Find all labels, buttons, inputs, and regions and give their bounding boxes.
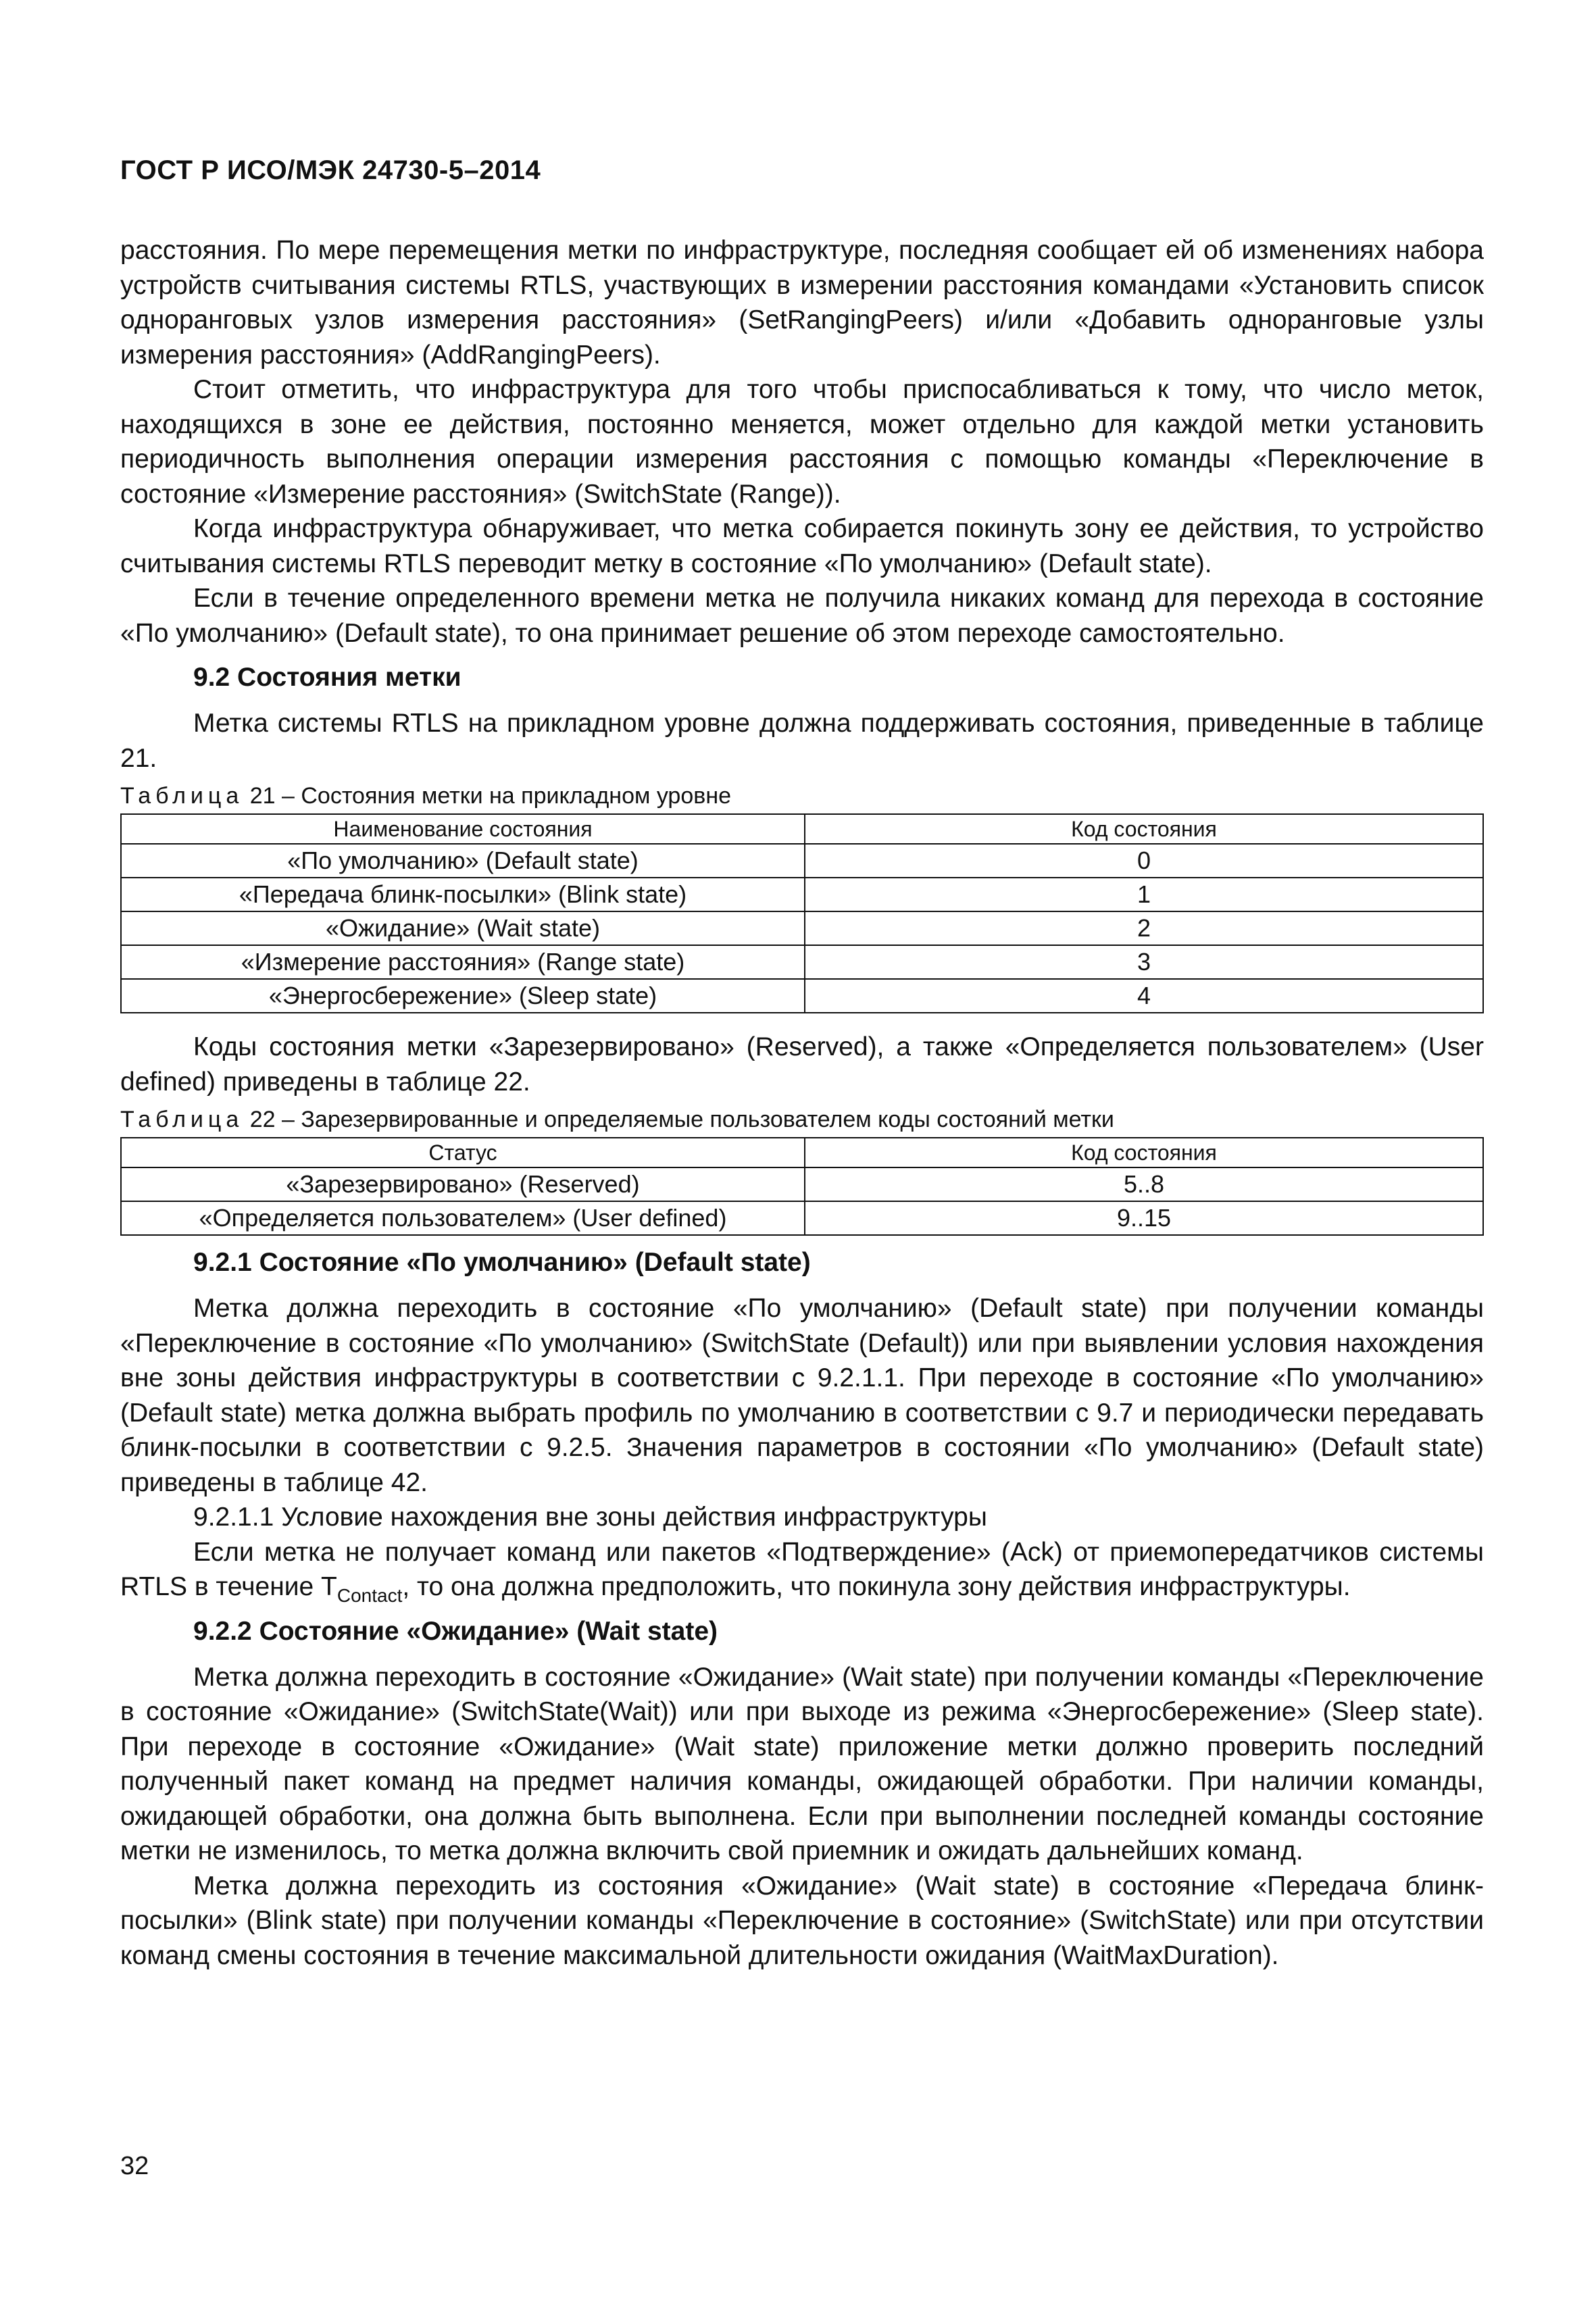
table-cell: 1 (805, 878, 1483, 911)
table-header-cell: Код состояния (805, 1138, 1483, 1167)
table-cell: «Энергосбережение» (Sleep state) (121, 979, 805, 1013)
table-22-caption (120, 1105, 1484, 1134)
table-cell: «По умолчанию» (Default state) (121, 844, 805, 878)
table-cell: «Зарезервировано» (Reserved) (121, 1167, 805, 1201)
section-9-2-2-heading: 9.2.2 Состояние «Ожидание» (Wait state) (193, 1616, 718, 1646)
table-header-cell: Статус (121, 1138, 805, 1167)
table-21-caption-text: 21 – Состояния метки на прикладном уровне (243, 783, 731, 809)
table-cell: 4 (805, 979, 1483, 1013)
table-header-cell: Код состояния (805, 814, 1483, 844)
table-22-caption-label: Таблица (120, 1107, 244, 1132)
paragraph-8: 9.2.1.1 Условие нахождения вне зоны действия инфраструктуры (193, 1503, 987, 1532)
table-cell: «Определяется пользователем» (User defined) (121, 1201, 805, 1235)
section-9-2-heading: 9.2 Состояния метки (193, 663, 462, 692)
paragraph-5: Метка системы RTLS на прикладном уровне должна поддерживать состояния, приведенные в таблице 21. (120, 709, 1484, 773)
section-9-2-1-heading: 9.2.1 Состояние «По умолчанию» (Default state) (193, 1248, 811, 1277)
paragraph-9-part-b: , то она должна предположить, что покинула зону действия инфраструктуры. (402, 1572, 1351, 1601)
table-header-row (121, 1138, 1483, 1167)
paragraph-2: Стоит отметить, что инфраструктура для того чтобы приспосабливаться к тому, что число меток, находящихся в зоне ее действия, постоянно меняется, может отдельно для каждой метки установить периодичность выполнения операции измерения расстояния с помощью команды «Переключение в состояние «Измерение расстояния» (SwitchState (Range)). (120, 375, 1484, 509)
table-cell: 9..15 (805, 1201, 1483, 1235)
paragraph-6: Коды состояния метки «Зарезервировано» (Reserved), а также «Определяется пользователем» (User defined) приведены в таблице 22. (120, 1032, 1484, 1097)
table-row (121, 1201, 1483, 1235)
table-header-cell: Наименование состояния (121, 814, 805, 844)
paragraph-11: Метка должна переходить из состояния «Ожидание» (Wait state) в состояние «Передача блинк-посылки» (Blink state) при получении команды «Переключение в состояние» (SwitchState) или при отсутствии команд смены состояния в течение максимальной длительности ожидания (WaitMaxDuration). (120, 1871, 1484, 1970)
paragraph-7: Метка должна переходить в состояние «По умолчанию» (Default state) при получении команды «Переключение в состояние «По умолчанию» (SwitchState (Default)) или при выявлении условия нахождения вне зоны действия инфраструктуры в соответствии с 9.2.1.1. При переходе в состояние «По умолчанию» (Default state) метка должна выбрать профиль по умолчанию в соответствии с 9.7 и периодически передавать блинк-посылки в соответствии с 9.2.5. Значения параметров в состоянии «По умолчанию» (Default state) приведены в таблице 42. (120, 1294, 1484, 1497)
table-row (121, 911, 1483, 945)
table-cell: «Ожидание» (Wait state) (121, 911, 805, 945)
table-cell: 5..8 (805, 1167, 1483, 1201)
paragraph-3: Когда инфраструктура обнаруживает, что метка собирается покинуть зону ее действия, то устройство считывания системы RTLS переводит метку в состояние «По умолчанию» (Default state). (120, 514, 1484, 578)
paragraph-10: Метка должна переходить в состояние «Ожидание» (Wait state) при получении команды «Переключение в состояние «Ожидание» (SwitchState(Wait)) или при выходе из режима «Энергосбережение» (Sleep state). При переходе в состояние «Ожидание» (Wait state) приложение метки должно проверить последний полученный пакет команд на предмет наличия команды, ожидающей обработки. При наличии команды, ожидающей обработки, она должна быть выполнена. Если при выполнении последней команды состояние метки не изменилось, то метка должна включить свой приемник и ожидать дальнейших команд. (120, 1662, 1484, 1865)
paragraph-1: расстояния. По мере перемещения метки по инфраструктуре, последняя сообщает ей об изменениях набора устройств считывания системы RTLS, участвующих в измерении расстояния командами «Установить список одноранговых узлов измерения расстояния» (SetRangingPeers) и/или «Добавить одноранговые узлы измерения расстояния» (AddRangingPeers). (120, 236, 1484, 370)
table-row (121, 878, 1483, 911)
t-contact-subscript: Contact (336, 1585, 403, 1606)
document-header: ГОСТ Р ИСО/МЭК 24730-5–2014 (120, 155, 541, 185)
document-body (120, 233, 1484, 1973)
table-row (121, 844, 1483, 878)
table-row (121, 1167, 1483, 1201)
table-row (121, 945, 1483, 979)
table-21 (120, 813, 1484, 1013)
table-cell: 3 (805, 945, 1483, 979)
paragraph-9-part-a: Если метка не получает команд или пакетов «Подтверждение» (Ack) от приемопередатчиков системы RTLS в течение T (120, 1537, 1484, 1601)
table-22 (120, 1137, 1484, 1236)
paragraph-4: Если в течение определенного времени метка не получила никаких команд для перехода в состояние «По умолчанию» (Default state), то она принимает решение об этом переходе самостоятельно. (120, 584, 1484, 648)
page-number: 32 (120, 2152, 149, 2180)
table-header-row (121, 814, 1483, 844)
table-cell: «Передача блинк-посылки» (Blink state) (121, 878, 805, 911)
table-21-caption-label: Таблица (120, 783, 244, 809)
paragraph-9 (120, 1535, 1484, 1605)
table-21-caption (120, 781, 1484, 811)
table-22-caption-text: 22 – Зарезервированные и определяемые пользователем коды состояний метки (243, 1107, 1114, 1132)
table-cell: «Измерение расстояния» (Range state) (121, 945, 805, 979)
table-cell: 0 (805, 844, 1483, 878)
table-cell: 2 (805, 911, 1483, 945)
table-row (121, 979, 1483, 1013)
